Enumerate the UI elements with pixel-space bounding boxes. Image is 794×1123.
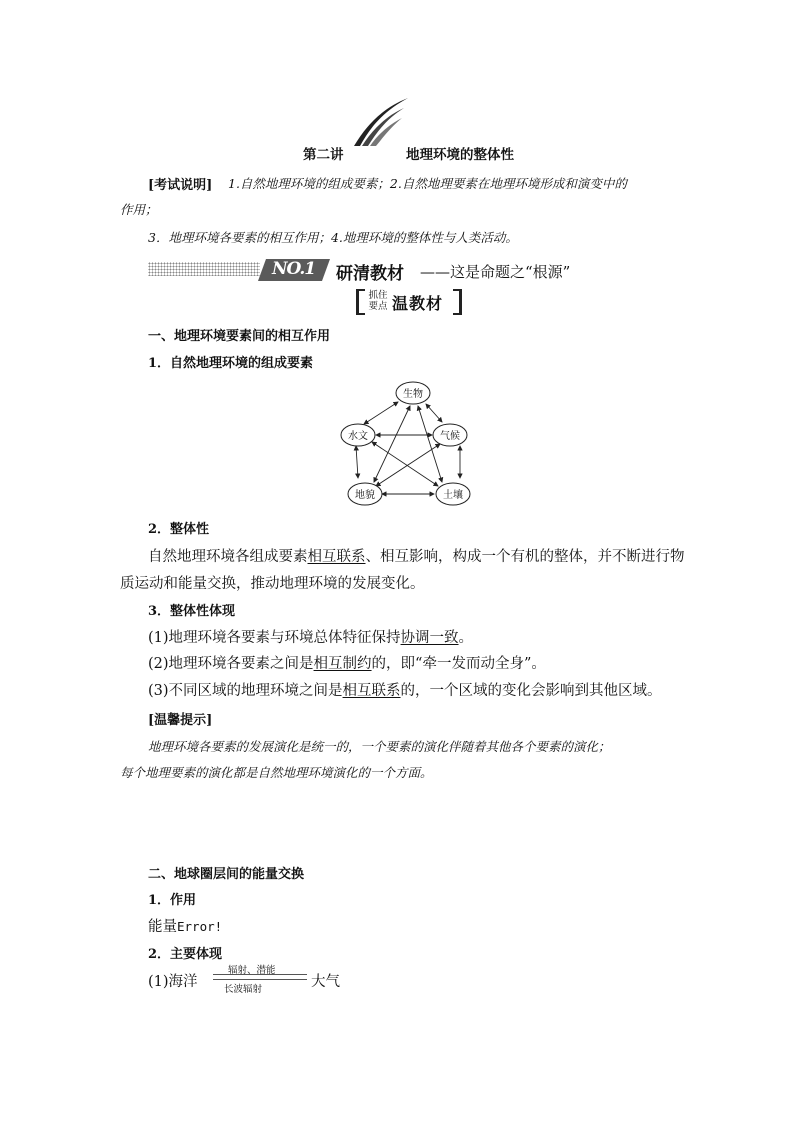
p2-underlined-term: 相互联系 [307,549,366,565]
edge-bio-landform [374,406,410,482]
edge-hydro-landform [356,446,358,478]
exam-note-line1: 1.自然地理环境的组成要素；2.自然地理要素在地理环境形成和演变中的 [228,176,627,191]
node-soil-label: 土壤 [443,490,463,501]
badge-small-text: 抓住要点 [368,290,388,312]
tip-label: [温馨提示] [148,713,213,728]
energy-label: 能量 [148,919,177,935]
bracket-right [453,289,462,315]
p2-text-a: 自然地理环境各组成要素 [148,549,308,565]
section2-heading: 二、地球圈层间的能量交换 [148,867,305,882]
equation-double-arrow [213,974,307,980]
tip-line2: 每个地理要素的演化都是自然地理环境演化的一个方面。 [120,765,433,780]
elements-relationship-diagram [336,378,496,508]
bullet-2-end: 的，即“牵一发而动全身”。 [371,656,546,672]
banner-subtitle: ——这是命题之“根源” [420,263,571,281]
section1-item2: 2．整体性 [148,522,210,537]
equation-bottom-label: 长波辐射 [224,984,263,995]
section1-heading: 一、地理环境要素间的相互作用 [148,329,331,344]
equation-right: 大气 [311,974,340,990]
node-biology-label: 生物 [403,389,423,400]
page-title: 地理环境的整体性 [406,147,514,163]
bullet-3-end: 的，一个区域的变化会影响到其他区域。 [400,683,662,699]
bullet-3-text: (3)不同区域的地理环境之间是 [148,683,343,699]
review-textbook-badge [356,289,462,313]
wholeness-paragraph-line1 [148,545,685,566]
equation-top-label: 辐射、潜能 [228,965,276,976]
bullet-2-underlined: 相互制约 [313,656,372,672]
edge-hydro-soil [372,442,438,486]
wholeness-paragraph-line2: 质运动和能量交换，推动地理环境的发展变化。 [120,576,425,592]
bullet-2 [148,652,546,673]
bracket-left [356,289,365,315]
banner-number: NO.1 [272,259,316,279]
header-swoosh-logo [352,96,412,148]
banner-dots-decoration [148,262,260,276]
exam-note-line2: 作用； [120,202,158,217]
banner-title: 研清教材 [336,264,404,284]
equation-left: (1)海洋 [148,974,198,990]
section1-item1: 1．自然地理环境的组成要素 [148,356,314,371]
badge-big-text: 温教材 [392,294,444,313]
energy-error-text: Error! [177,919,223,934]
bullet-1-text: (1)地理环境各要素与环境总体特征保持 [148,630,401,646]
edge-bio-hydro [364,402,398,424]
energy-line [148,915,222,936]
section2-item2: 2．主要体现 [148,947,223,962]
bullet-1 [148,626,473,647]
section2-item1: 1．作用 [148,893,197,908]
edge-bio-climate [426,404,442,422]
exam-note-label: [考试说明] [148,178,213,193]
p2-text-b: 、相互影响，构成一个有机的整体，并不断进行物 [365,549,685,565]
bullet-3-underlined: 相互联系 [342,683,401,699]
node-climate-label: 气候 [440,431,460,442]
edge-climate-landform [376,444,440,486]
bullet-1-end: 。 [458,630,474,646]
bullet-3 [148,679,662,700]
lecture-number: 第二讲 [303,147,344,163]
bullet-2-text: (2)地理环境各要素之间是 [148,656,314,672]
exam-note-line3: 3．地理环境各要素的相互作用；4.地理环境的整体性与人类活动。 [148,230,518,245]
node-landform-label: 地貌 [355,490,375,501]
tip-line1: 地理环境各要素的发展演化是统一的，一个要素的演化伴随着其他各个要素的演化； [148,739,611,754]
bullet-1-underlined: 协调一致 [400,630,459,646]
section1-item3: 3．整体性体现 [148,604,236,619]
node-hydrology-label: 水文 [348,431,368,442]
